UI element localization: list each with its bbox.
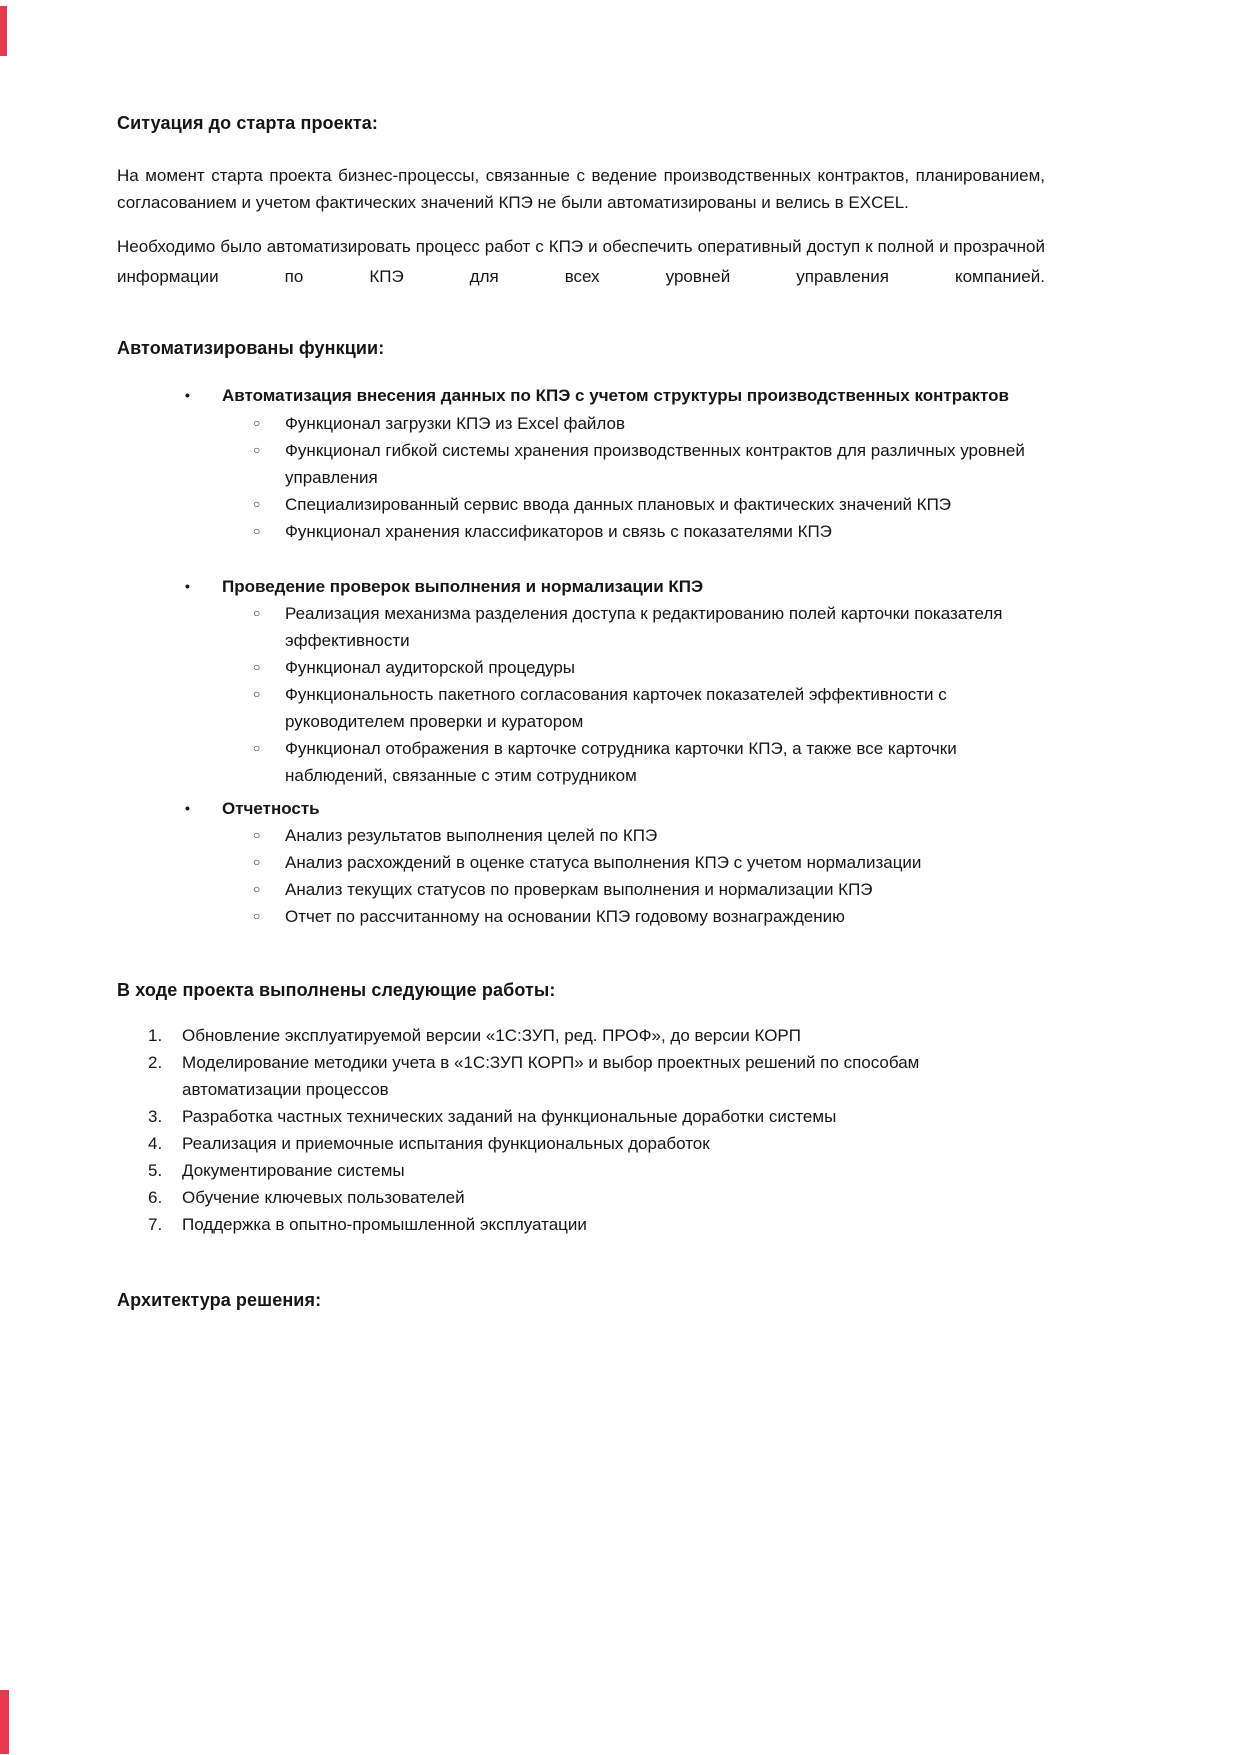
circle-bullet-icon: ○ <box>253 524 261 538</box>
sub-list-item-text: Анализ текущих статусов по проверкам выполнения и нормализации КПЭ <box>285 880 873 899</box>
section-heading-functions: Автоматизированы функции: <box>117 338 385 358</box>
sub-list-item <box>117 437 1045 491</box>
bullet-group-label <box>117 573 1045 600</box>
circle-bullet-icon: ○ <box>253 882 261 896</box>
list-number: 3. <box>148 1107 163 1126</box>
circle-bullet-icon: ○ <box>253 855 261 869</box>
sub-list-item <box>117 600 1045 654</box>
sub-list-item <box>117 518 1045 545</box>
justified-word: управления <box>796 267 889 286</box>
sub-list-item <box>117 681 1045 735</box>
sub-list-item-text: Функционал хранения классификаторов и связь с показателями КПЭ <box>285 522 832 541</box>
circle-bullet-icon: ○ <box>253 687 261 701</box>
sub-list-item <box>117 410 1045 437</box>
sub-list-item-text: Анализ расхождений в оценке статуса выполнения КПЭ с учетом нормализации <box>285 853 922 872</box>
sub-list-item-text: Функционал загрузки КПЭ из Excel файлов <box>285 414 625 433</box>
numbered-item-text: Документирование системы <box>182 1161 405 1180</box>
sub-list-item <box>117 491 1045 518</box>
circle-bullet-icon: ○ <box>253 416 261 430</box>
circle-bullet-icon: ○ <box>253 909 261 923</box>
justified-word: всех <box>564 267 600 286</box>
numbered-item-text: Моделирование методики учета в «1С:ЗУП КОРП» и выбор проектных решений по способам автоматизации процессов <box>182 1053 920 1099</box>
sub-list-item-text: Специализированный сервис ввода данных плановых и фактических значений КПЭ <box>285 495 952 514</box>
list-number: 7. <box>148 1215 163 1234</box>
circle-bullet-icon: ○ <box>253 660 261 674</box>
numbered-list-item <box>117 1211 1045 1238</box>
justified-word: для <box>469 267 499 286</box>
justified-word: по <box>284 267 304 286</box>
sub-list-item-text: Функционал отображения в карточке сотрудника карточки КПЭ, а также все карточки наблюдений, связанные с этим сотрудником <box>285 739 957 785</box>
numbered-list-item <box>117 1157 1045 1184</box>
bullet-group-label-text: Проведение проверок выполнения и нормализации КПЭ <box>222 577 704 596</box>
bullet-icon: • <box>185 800 190 816</box>
scan-artifact-top-red-mark <box>0 6 7 56</box>
numbered-list-item <box>117 1022 1045 1049</box>
sub-list-item-text: Реализация механизма разделения доступа к редактированию полей карточки показателя эффективности <box>285 604 1003 650</box>
bullet-group-label <box>117 382 1045 409</box>
bullet-group-label-text: Отчетность <box>222 799 320 818</box>
scan-artifact-bottom-red-mark <box>0 1690 9 1754</box>
circle-bullet-icon: ○ <box>253 741 261 755</box>
list-number: 1. <box>148 1026 163 1045</box>
circle-bullet-icon: ○ <box>253 828 261 842</box>
sub-list-item <box>117 654 1045 681</box>
sub-list-item-text: Функциональность пакетного согласования карточек показателей эффективности с руководителем проверки и куратором <box>285 685 947 731</box>
sub-list-item-text: Отчет по рассчитанному на основании КПЭ годовому вознаграждению <box>285 907 845 926</box>
justified-word: информации <box>117 267 219 286</box>
numbered-item-text: Реализация и приемочные испытания функциональных доработок <box>182 1134 710 1153</box>
list-number: 5. <box>148 1161 163 1180</box>
sub-list-item-text: Анализ результатов выполнения целей по КПЭ <box>285 826 658 845</box>
list-number: 2. <box>148 1053 163 1072</box>
sub-list-item <box>117 735 1045 789</box>
numbered-list-item <box>117 1184 1045 1211</box>
document-content <box>117 0 1045 1311</box>
circle-bullet-icon: ○ <box>253 443 261 457</box>
paragraph-situation-1: На момент старта проекта бизнес-процессы, связанные с ведение производственных контрактов, планированием, согласованием и учетом фактических значений КПЭ не были автоматизированы и велись в EXCEL. <box>117 166 1045 212</box>
justified-word: КПЭ <box>369 267 404 286</box>
numbered-list-item <box>117 1103 1045 1130</box>
sub-list-item <box>117 822 1045 849</box>
bullet-icon: • <box>185 387 190 403</box>
sub-list-item <box>117 849 1045 876</box>
justified-word: уровней <box>665 267 731 286</box>
paragraph-situation-2-line2 <box>117 263 1045 290</box>
numbered-item-text: Поддержка в опытно-промышленной эксплуатации <box>182 1215 587 1234</box>
list-number: 6. <box>148 1188 163 1207</box>
circle-bullet-icon: ○ <box>253 606 261 620</box>
bullet-group-label <box>117 795 1045 822</box>
numbered-item-text: Разработка частных технических заданий на функциональные доработки системы <box>182 1107 837 1126</box>
numbered-list-item <box>117 1049 1045 1103</box>
section-heading-architecture: Архитектура решения: <box>117 1290 322 1310</box>
paragraph-situation-2-line1: Необходимо было автоматизировать процесс работ с КПЭ и обеспечить оперативный доступ к полной и прозрачной <box>117 237 1045 256</box>
bullet-icon: • <box>185 578 190 594</box>
numbered-item-text: Обучение ключевых пользователей <box>182 1188 465 1207</box>
numbered-item-text: Обновление эксплуатируемой версии «1С:ЗУП, ред. ПРОФ», до версии КОРП <box>182 1026 801 1045</box>
bullet-group-label-text: Автоматизация внесения данных по КПЭ с учетом структуры производственных контрактов <box>222 386 1009 405</box>
list-number: 4. <box>148 1134 163 1153</box>
sub-list-item <box>117 903 1045 930</box>
numbered-list-item <box>117 1130 1045 1157</box>
circle-bullet-icon: ○ <box>253 497 261 511</box>
section-heading-situation: Ситуация до старта проекта: <box>117 113 378 133</box>
sub-list-item-text: Функционал аудиторской процедуры <box>285 658 575 677</box>
section-heading-works: В ходе проекта выполнены следующие работы: <box>117 980 556 1000</box>
sub-list-item-text: Функционал гибкой системы хранения производственных контрактов для различных уровней управления <box>285 441 1025 487</box>
sub-list-item <box>117 876 1045 903</box>
justified-word: компанией. <box>954 267 1045 286</box>
